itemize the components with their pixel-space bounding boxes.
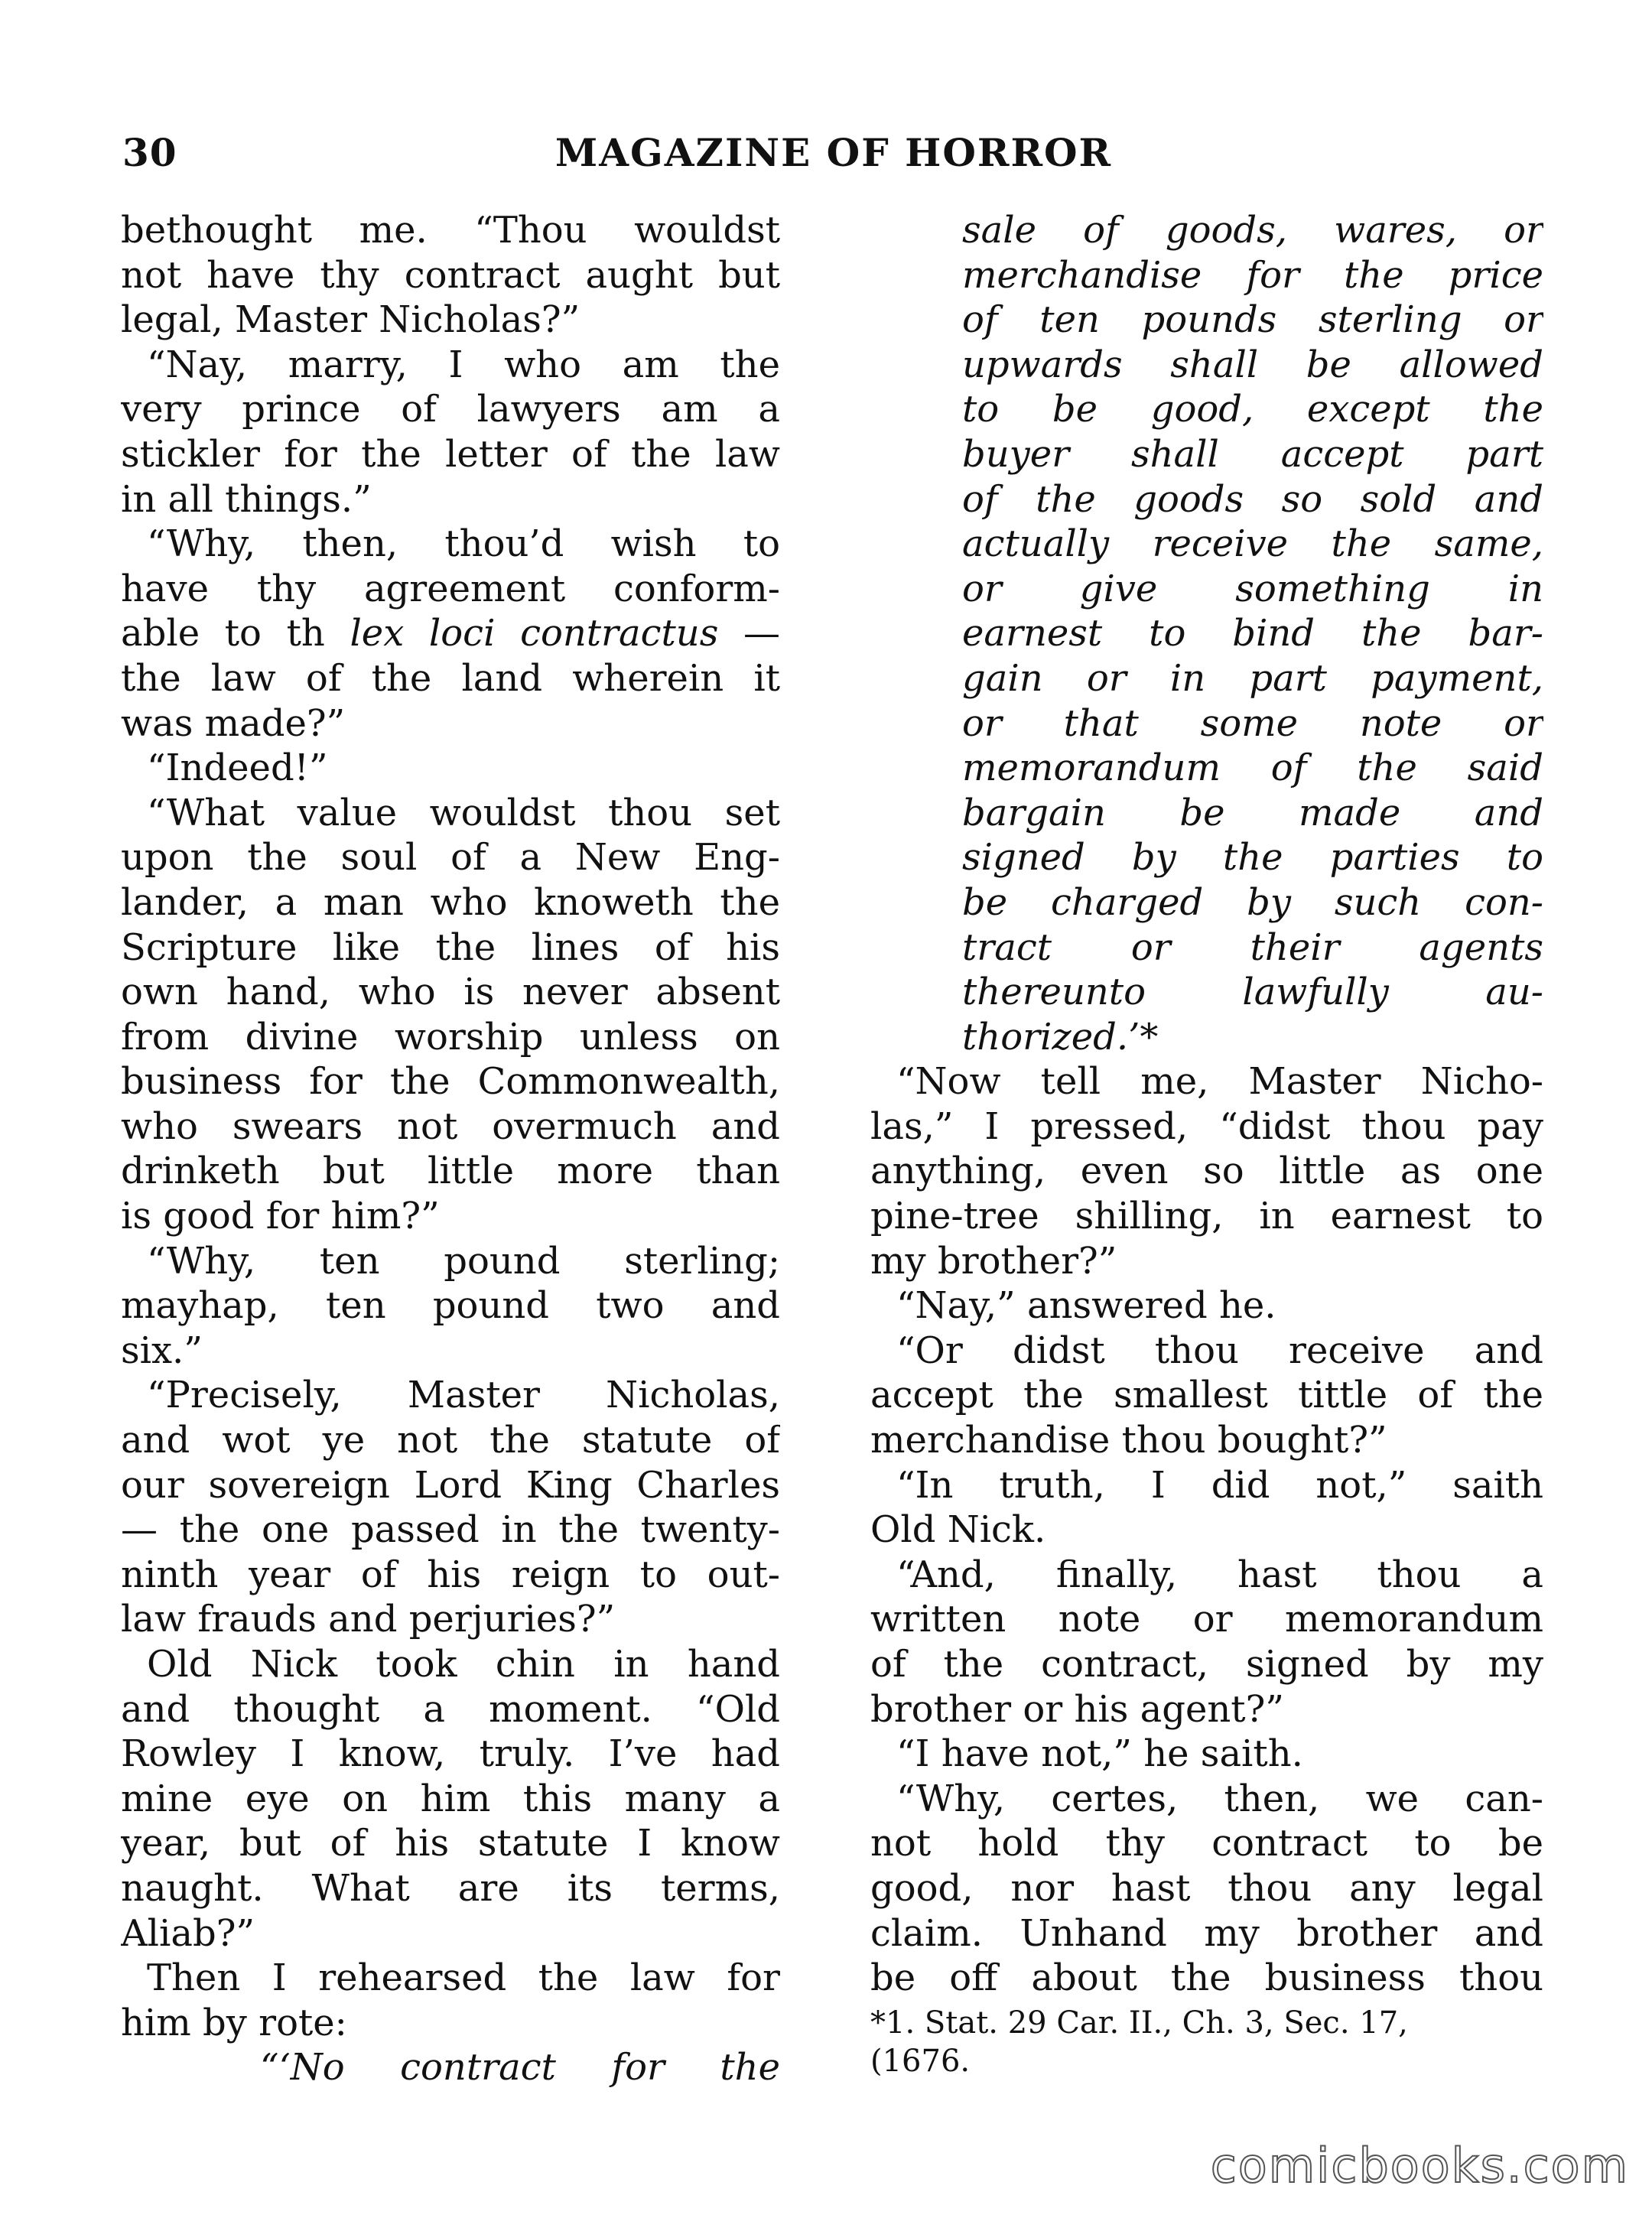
page-number: 30 [122,130,177,175]
text-line: buyer shall accept part [962,432,1543,476]
text-line: not hold thy contract to be [870,1822,1543,1865]
text-line: “I have not,” he saith. [896,1732,1303,1776]
text-line: “And, finally, hast thou a [896,1553,1543,1596]
text-line: Then I rehearsed the law for [147,1956,780,2000]
text-line: business for the Commonwealth, [121,1060,780,1104]
text-line: ninth year of his reign to out- [121,1553,780,1596]
footnote-line: (1676. [870,2044,971,2079]
text-line: actually receive the same, [962,522,1543,566]
text-line: Scripture like the lines of his [121,925,780,969]
text-line: of the contract, signed by my [870,1643,1543,1686]
text-line: earnest to bind the bar- [962,612,1543,655]
text-line: and wot ye not the statute of [121,1419,780,1462]
text-line: memorandum of the said [962,746,1543,790]
text-line: or give something in [962,567,1543,610]
left-text-column [121,208,780,2090]
text-line: “‘No contract for the [260,2046,780,2090]
text-line: naught. What are its terms, [121,1866,780,1910]
text-line: upwards shall be allowed [962,343,1543,386]
text-line: my brother?” [870,1239,1117,1283]
text-line: claim. Unhand my brother and [870,1911,1543,1955]
text-line: Old Nick took chin in hand [147,1643,780,1686]
text-line: is good for him?” [121,1195,440,1238]
text-line: “Or didst thou receive and [896,1329,1543,1372]
text-line: Rowley I know, truly. I’ve had [121,1732,780,1776]
right-text-column [870,208,1543,2001]
text-line: be off about the business thou [870,1956,1543,2000]
text-line: good, nor hast thou any legal [870,1866,1543,1910]
text-line: own hand, who is never absent [121,971,780,1014]
text-line: the law of the land wherein it [121,656,780,700]
text-line: of ten pounds sterling or [962,298,1543,342]
text-line: him by rote: [121,2001,347,2044]
text-line: or that some note or [962,701,1543,745]
text-line: mayhap, ten pound two and [121,1284,780,1328]
text-line: “Precisely, Master Nicholas, [147,1374,780,1417]
text-line: anything, even so little as one [870,1150,1543,1193]
text-line: “Why, ten pound sterling; [147,1239,780,1283]
text-line: year, but of his statute I know [121,1822,780,1865]
text-line: from divine worship unless on [121,1015,780,1059]
text-line: “Nay,” answered he. [896,1284,1276,1328]
text-line: very prince of lawyers am a [121,388,780,431]
text-line: merchandise thou bought?” [870,1419,1387,1462]
text-line: be charged by such con- [962,880,1543,924]
text-line: stickler for the letter of the law [121,432,780,476]
text-line: pine-tree shilling, in earnest to [870,1195,1543,1238]
text-line: not have thy contract aught but [121,253,780,297]
text-line: merchandise for the price [962,253,1543,297]
text-line: bargain be made and [962,791,1543,834]
text-line: upon the soul of a New Eng- [121,836,780,880]
text-line: “In truth, I did not,” saith [896,1463,1543,1507]
text-line: our sovereign Lord King Charles [121,1463,780,1507]
text-line: six.” [121,1329,203,1372]
text-line: sale of goods, wares, or [962,209,1543,252]
text-line: “What value wouldst thou set [147,791,780,834]
text-line: mine eye on him this many a [121,1777,780,1820]
text-line: in all things.” [121,477,372,521]
watermark-logo: comicbooks.com [1210,2138,1629,2194]
text-line: “Why, then, thou’d wish to [147,522,780,566]
text-line: brother or his agent?” [870,1687,1284,1731]
text-line: Aliab?” [121,1911,255,1955]
text-line: las,” I pressed, “didst thou pay [870,1104,1543,1148]
text-line: who swears not overmuch and [121,1104,780,1148]
text-line: lander, a man who knoweth the [121,880,780,924]
text-line: “Indeed!” [147,746,328,790]
text-line: “Why, certes, then, we can- [896,1777,1543,1820]
text-line: accept the smallest tittle of the [870,1374,1543,1417]
page-header [122,130,1545,184]
text-line: signed by the parties to [962,836,1543,880]
text-line: have thy agreement conform- [121,567,780,610]
text-line: gain or in part payment, [962,656,1543,700]
text-line: “Nay, marry, I who am the [147,343,780,386]
footnote-line: *1. Stat. 29 Car. II., Ch. 3, Sec. 17, [870,2005,1408,2041]
text-line: bethought me. “Thou wouldst [121,209,780,252]
text-line: was made?” [121,701,346,745]
text-line: tract or their agents [962,925,1543,969]
running-title: MAGAZINE OF HORROR [554,130,1113,175]
text-line: Old Nick. [870,1508,1046,1552]
footnote [870,2004,1543,2080]
text-line: drinketh but little more than [121,1150,780,1193]
text-line: — the one passed in the twenty- [121,1508,780,1552]
text-line: thorized.’* [962,1015,1159,1059]
text-line: of the goods so sold and [962,477,1543,521]
text-line: “Now tell me, Master Nicho- [896,1060,1543,1104]
text-line: able to th lex loci contractus — [121,612,780,655]
text-line: legal, Master Nicholas?” [121,298,580,342]
text-line: to be good, except the [962,388,1543,431]
text-line: thereunto lawfully au- [962,971,1543,1014]
text-line: law frauds and perjuries?” [121,1598,616,1641]
text-line: and thought a moment. “Old [121,1687,780,1731]
text-line: written note or memorandum [870,1598,1543,1641]
